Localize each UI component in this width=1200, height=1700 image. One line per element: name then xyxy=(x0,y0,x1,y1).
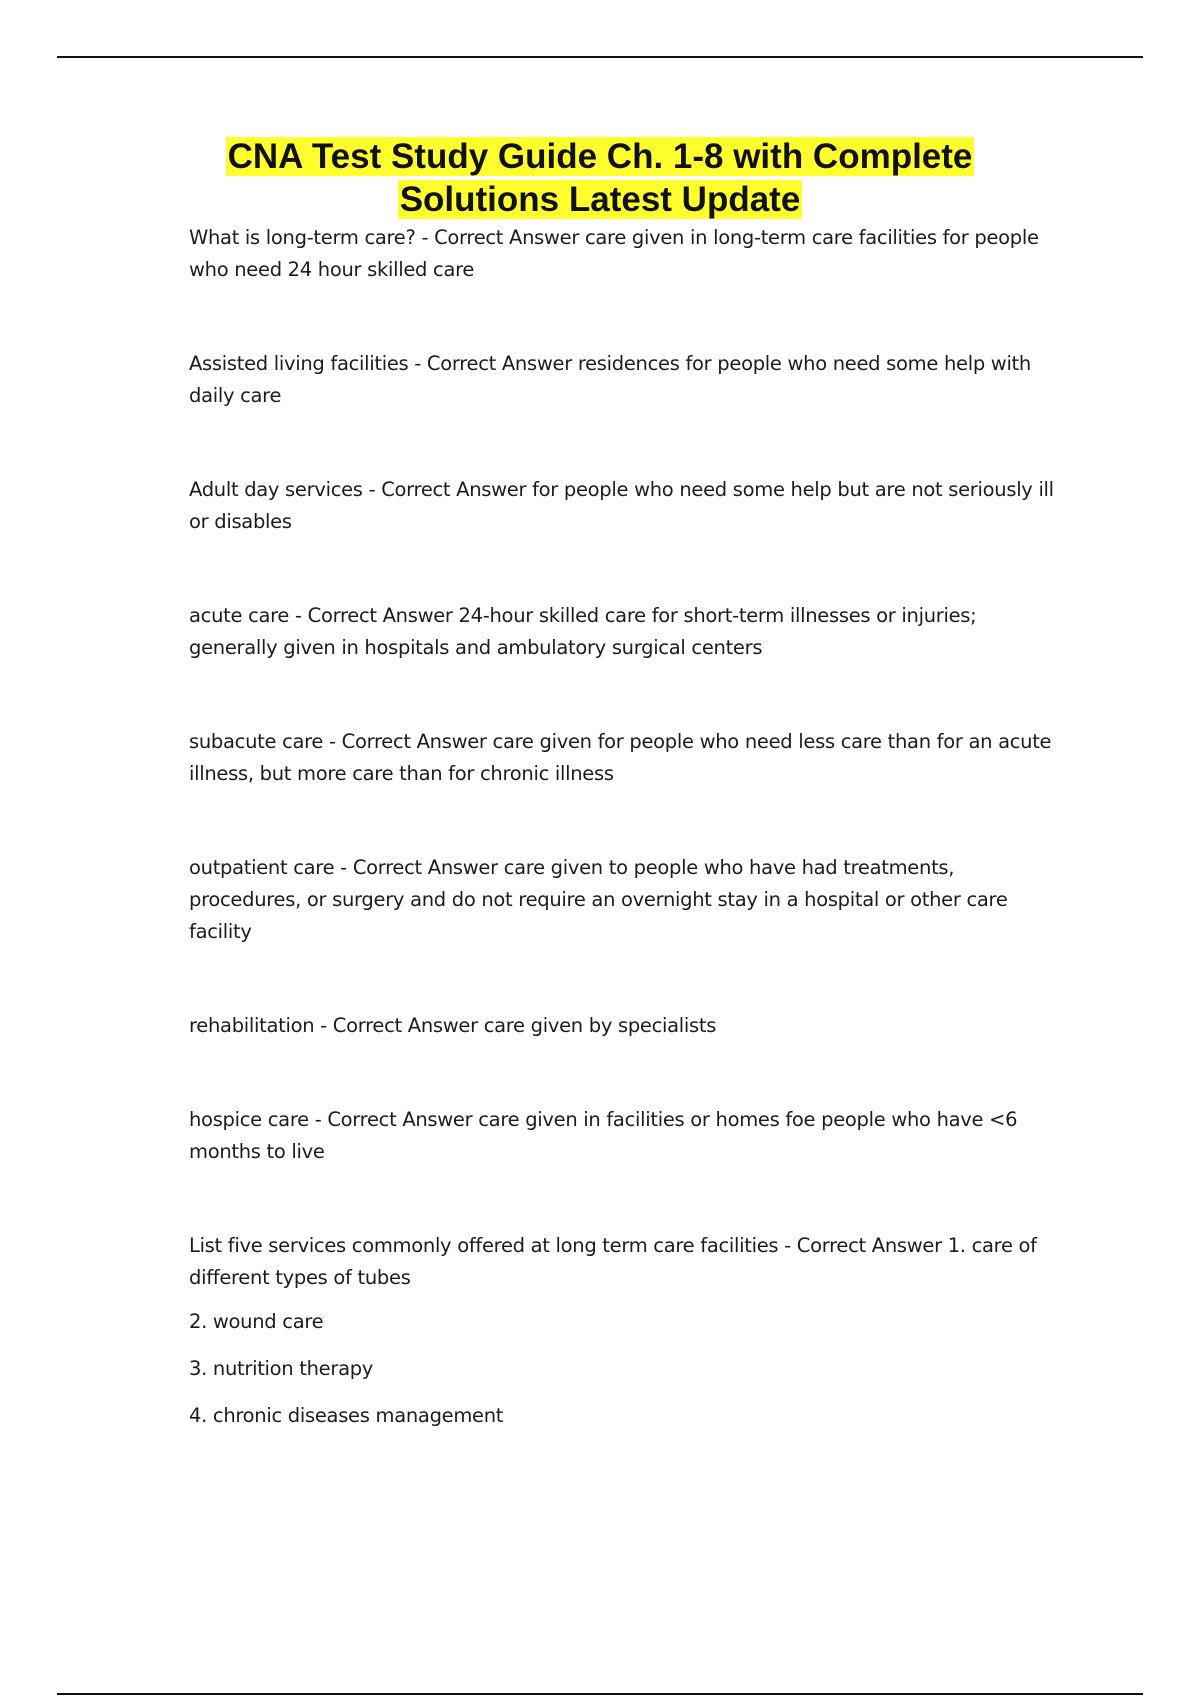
list-item: 4. chronic diseases management xyxy=(189,1404,504,1427)
document-title xyxy=(150,135,1050,221)
qa-entry: outpatient care - Correct Answer care given to people who have had treatments, procedures, or surgery and do not require an overnight stay in a hospital or other care facility xyxy=(189,856,1008,943)
top-rule xyxy=(57,56,1143,58)
list-item: 2. wound care xyxy=(189,1310,324,1333)
qa-entry: subacute care - Correct Answer care given for people who need less care than for an acute illness, but more care than for chronic illness xyxy=(189,730,1052,785)
qa-entry: rehabilitation - Correct Answer care given by specialists xyxy=(189,1014,717,1037)
document-body xyxy=(189,222,1069,1447)
qa-entry: Adult day services - Correct Answer for people who need some help but are not seriously ill or disables xyxy=(189,478,1054,533)
qa-entry: List five services commonly offered at long term care facilities - Correct Answer 1. care of different types of tubes xyxy=(189,1234,1037,1289)
qa-entry: acute care - Correct Answer 24-hour skilled care for short-term illnesses or injuries; generally given in hospitals and ambulatory surgical centers xyxy=(189,604,977,659)
title-line-2: Solutions Latest Update xyxy=(399,180,801,219)
list-item: 3. nutrition therapy xyxy=(189,1357,374,1380)
title-line-1: CNA Test Study Guide Ch. 1-8 with Complete xyxy=(227,137,973,176)
qa-entry: hospice care - Correct Answer care given in facilities or homes foe people who have <6 months to live xyxy=(189,1108,1018,1163)
qa-entry: What is long-term care? - Correct Answer care given in long-term care facilities for people who need 24 hour skilled care xyxy=(189,226,1039,281)
bottom-rule xyxy=(57,1693,1143,1695)
qa-entry: Assisted living facilities - Correct Answer residences for people who need some help with daily care xyxy=(189,352,1031,407)
